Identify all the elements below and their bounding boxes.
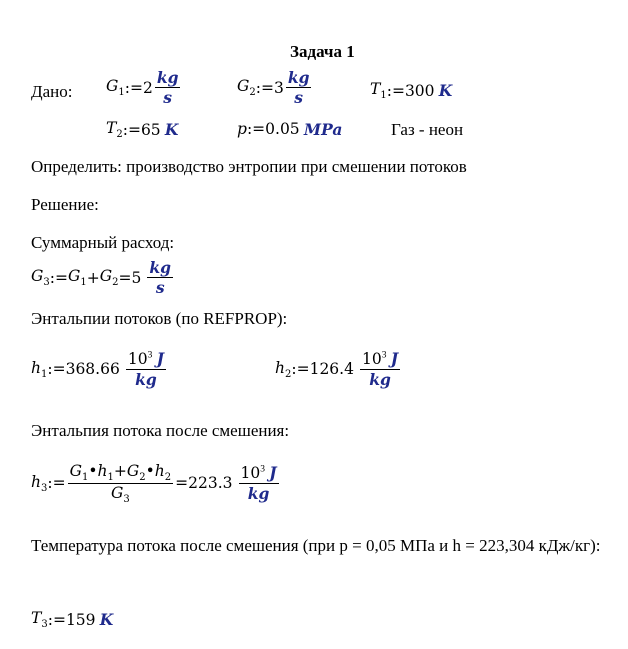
formula-T3: $T_3$ := 159 K (31, 609, 114, 630)
given-T1: $T_1$ := 300 K (370, 80, 453, 101)
given-p: p := 0.05 MPa (237, 119, 343, 139)
given-gas: Газ - неон (391, 120, 464, 139)
formula-h1: $h_1$ := 368.66 $\frac{10^3 J}{kg}$ (31, 349, 164, 389)
formula-G3: $G_3$ := $G_1$ + $G_2$ = 5 $\frac{kg}{s}$ (31, 258, 171, 297)
mix-enthalpy-label: Энтальпия потока после смешения: (31, 421, 290, 440)
mix-temp-label: Температура потока после смешения (при p = 0,05 МПа и h = 223,304 кДж/кг): (31, 536, 601, 555)
page-title: Задача 1 (290, 42, 355, 61)
given-T2: $T_2$ := 65 K (106, 119, 179, 140)
flow-sum-label: Суммарный расход: (31, 233, 175, 252)
task-text: Определить: производство энтропии при смешении потоков (31, 157, 467, 176)
formula-h2: $h_2$ := 126.4 $\frac{10^3 J}{kg}$ (275, 349, 399, 389)
formula-h3: $h_3$ := $\frac{G_1•h_1+G_2•h_2}{G_3}$ = 223.3 $\frac{10^3 J}{kg}$ (31, 462, 277, 505)
given-label: Дано: (31, 82, 73, 101)
solution-label: Решение: (31, 195, 99, 214)
given-G2: $G_2$ := 3 $\frac{kg}{s}$ (237, 68, 310, 107)
given-G1: $G_1$ := 2 $\frac{kg}{s}$ (106, 68, 179, 107)
enthalpy-label: Энтальпии потоков (по REFPROP): (31, 309, 288, 328)
